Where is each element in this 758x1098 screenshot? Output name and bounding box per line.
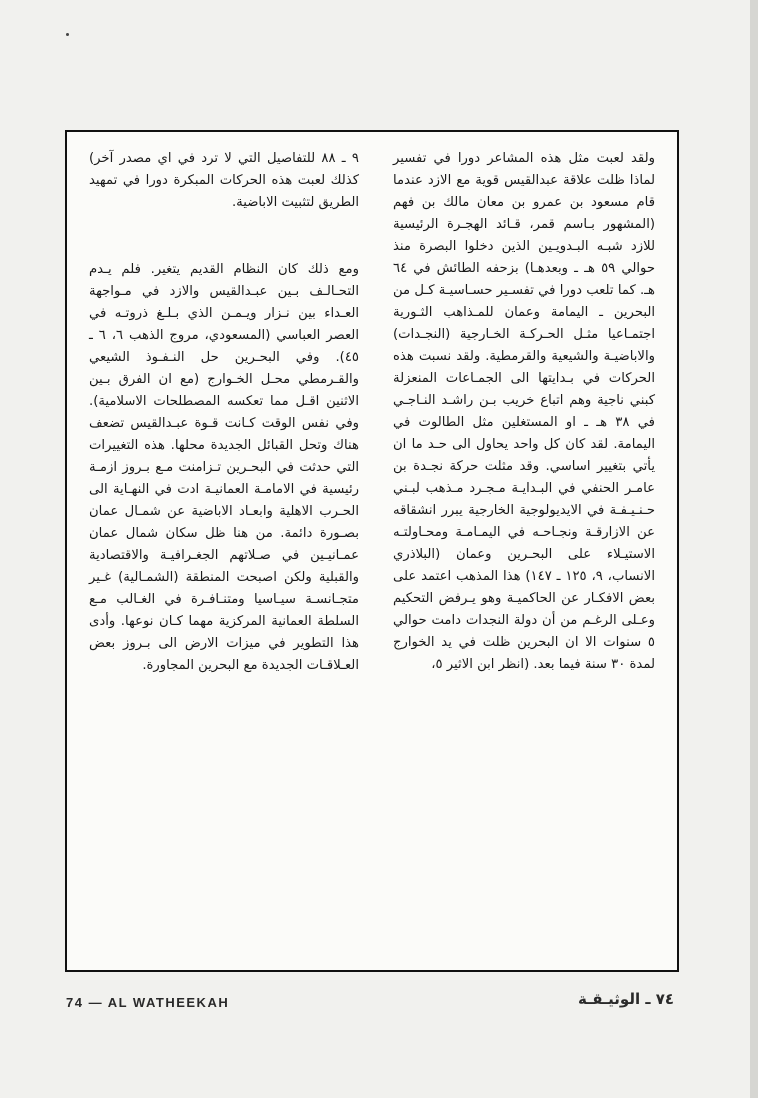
article-column-right bbox=[393, 148, 655, 676]
article-column-left bbox=[89, 148, 359, 677]
page-edge bbox=[750, 0, 758, 1098]
page-footer-arabic: ٧٤ ـ الوثيـقـة bbox=[578, 990, 674, 1008]
article-paragraph: ومع ذلك كان النظام القديم يتغير. فلم يـدم التحـالـف بـين عبـدالقيس والازد في مـواجهة العـداء بين نـزار ويـمـن الذي بـلـغ ذروتـه في العصر العباسي (المسعودي، مروج الذهب ٦، ٦ ـ ٤٥). وفي البحـرين حل النـفـوذ الشيعي والقـرمطي محـل الخـوارج (مع ان الفرق بـين الاثنين اقـل مما تعكسه المصطلحات الاسلامية). وفي نفس الوقت كـانت قـوة عبـدالقيس تضعف هناك وتحل القبائل الجديدة محلها. هذه التغييرات التي حدثت في البحـرين تـزامنت مـع بـروز ازمـة رئيسية في الامامـة العمانيـة ادت في النهـاية الى الحـرب الاهلية وابعـاد الاباضية عن شمـال عمان بصـورة دائمة. من هنا ظل سكان شمال عمان عمـانيـين في صـلاتهم الجغـرافيـة والاقتصادية والقبلية ولكن اصبحت المنطقة (الشمـالية) غـير متجـانسـة سيـاسيا ومتنـافـرة في الغـالب مـع السلطة العمانية المركزية مهما كـان نوعها. وأدى هذا التطوير في ميزات الارض الى بـروز بعض العـلاقـات الجديدة مع البحرين المجاورة. bbox=[89, 262, 359, 673]
article-frame bbox=[65, 130, 679, 972]
page-footer-english: 74 — AL WATHEEKAH bbox=[66, 995, 230, 1010]
speck-mark bbox=[66, 33, 69, 36]
article-paragraph: ولقد لعبت مثل هذه المشاعر دورا في تفسير لماذا ظلت علاقة عبدالقيس قوية مع الازد عندما قام مسعود بن عمرو بن معان مالك بن فهم (المشهور بـاسم قمر، قـائد الهجـرة الرئيسية للازد شبـه البـدويـين الذين دخلوا البصرة منذ حوالي ٥٩ هـ ـ وبعدهـا) بزحفه الطائش في ٦٤ هـ. كما تلعب دورا في تفسـير حسـاسيـة كـل من البحرين ـ اليمامة وعمان للمـذاهب الثـورية اجتمـاعيا مثـل الحـركـة الخـارجية (النجـدات) والاباضيـة والشيعية والقرمطية. ولقد نسبت هذه الحركات في بـدايتها الى الجمـاعات المنعزلة كبني ناجية وهم اتباع خريب بـن راشـد النـاجـي في ٣٨ هـ ـ او المستغلين مثل الطالوت في اليمامة. لقد كان كل واحد يحاول الى حـد ما ان يأتي بتغيير اساسي. وقد مثلت حركة نجـدة بن عامـر الحنفي في البـدايـة مـجـرد مـذهب لبـني حـنـيـفـة في الايديولوجية الخارجية يبرر انشقاقه عن الازارقـة ونجـاحـه في اليمـامـة ومحـاولتـه الاستيـلاء على البحـرين وعمان (البلاذري الانساب، ٩، ١٢٥ ـ ١٤٧) هذا المذهب اعتمد على بعض الافكـار عن الحاكميـة وهو يـرفض التحكيم وعـلى الرغـم من أن دولة النجدات دامت حوالي ٥ سنوات الا ان البحرين ظلت في يد الخوارج لمدة ٣٠ سنة فيما بعد. (انظر ابن الاثير ٥، bbox=[393, 151, 655, 672]
article-paragraph: ٩ ـ ٨٨ للتفاصيل التي لا ترد في اي مصدر آخر) كذلك لعبت هذه الحركات المبكرة دورا في تمهيد الطريق لتثبيت الاباضية. bbox=[89, 151, 360, 210]
